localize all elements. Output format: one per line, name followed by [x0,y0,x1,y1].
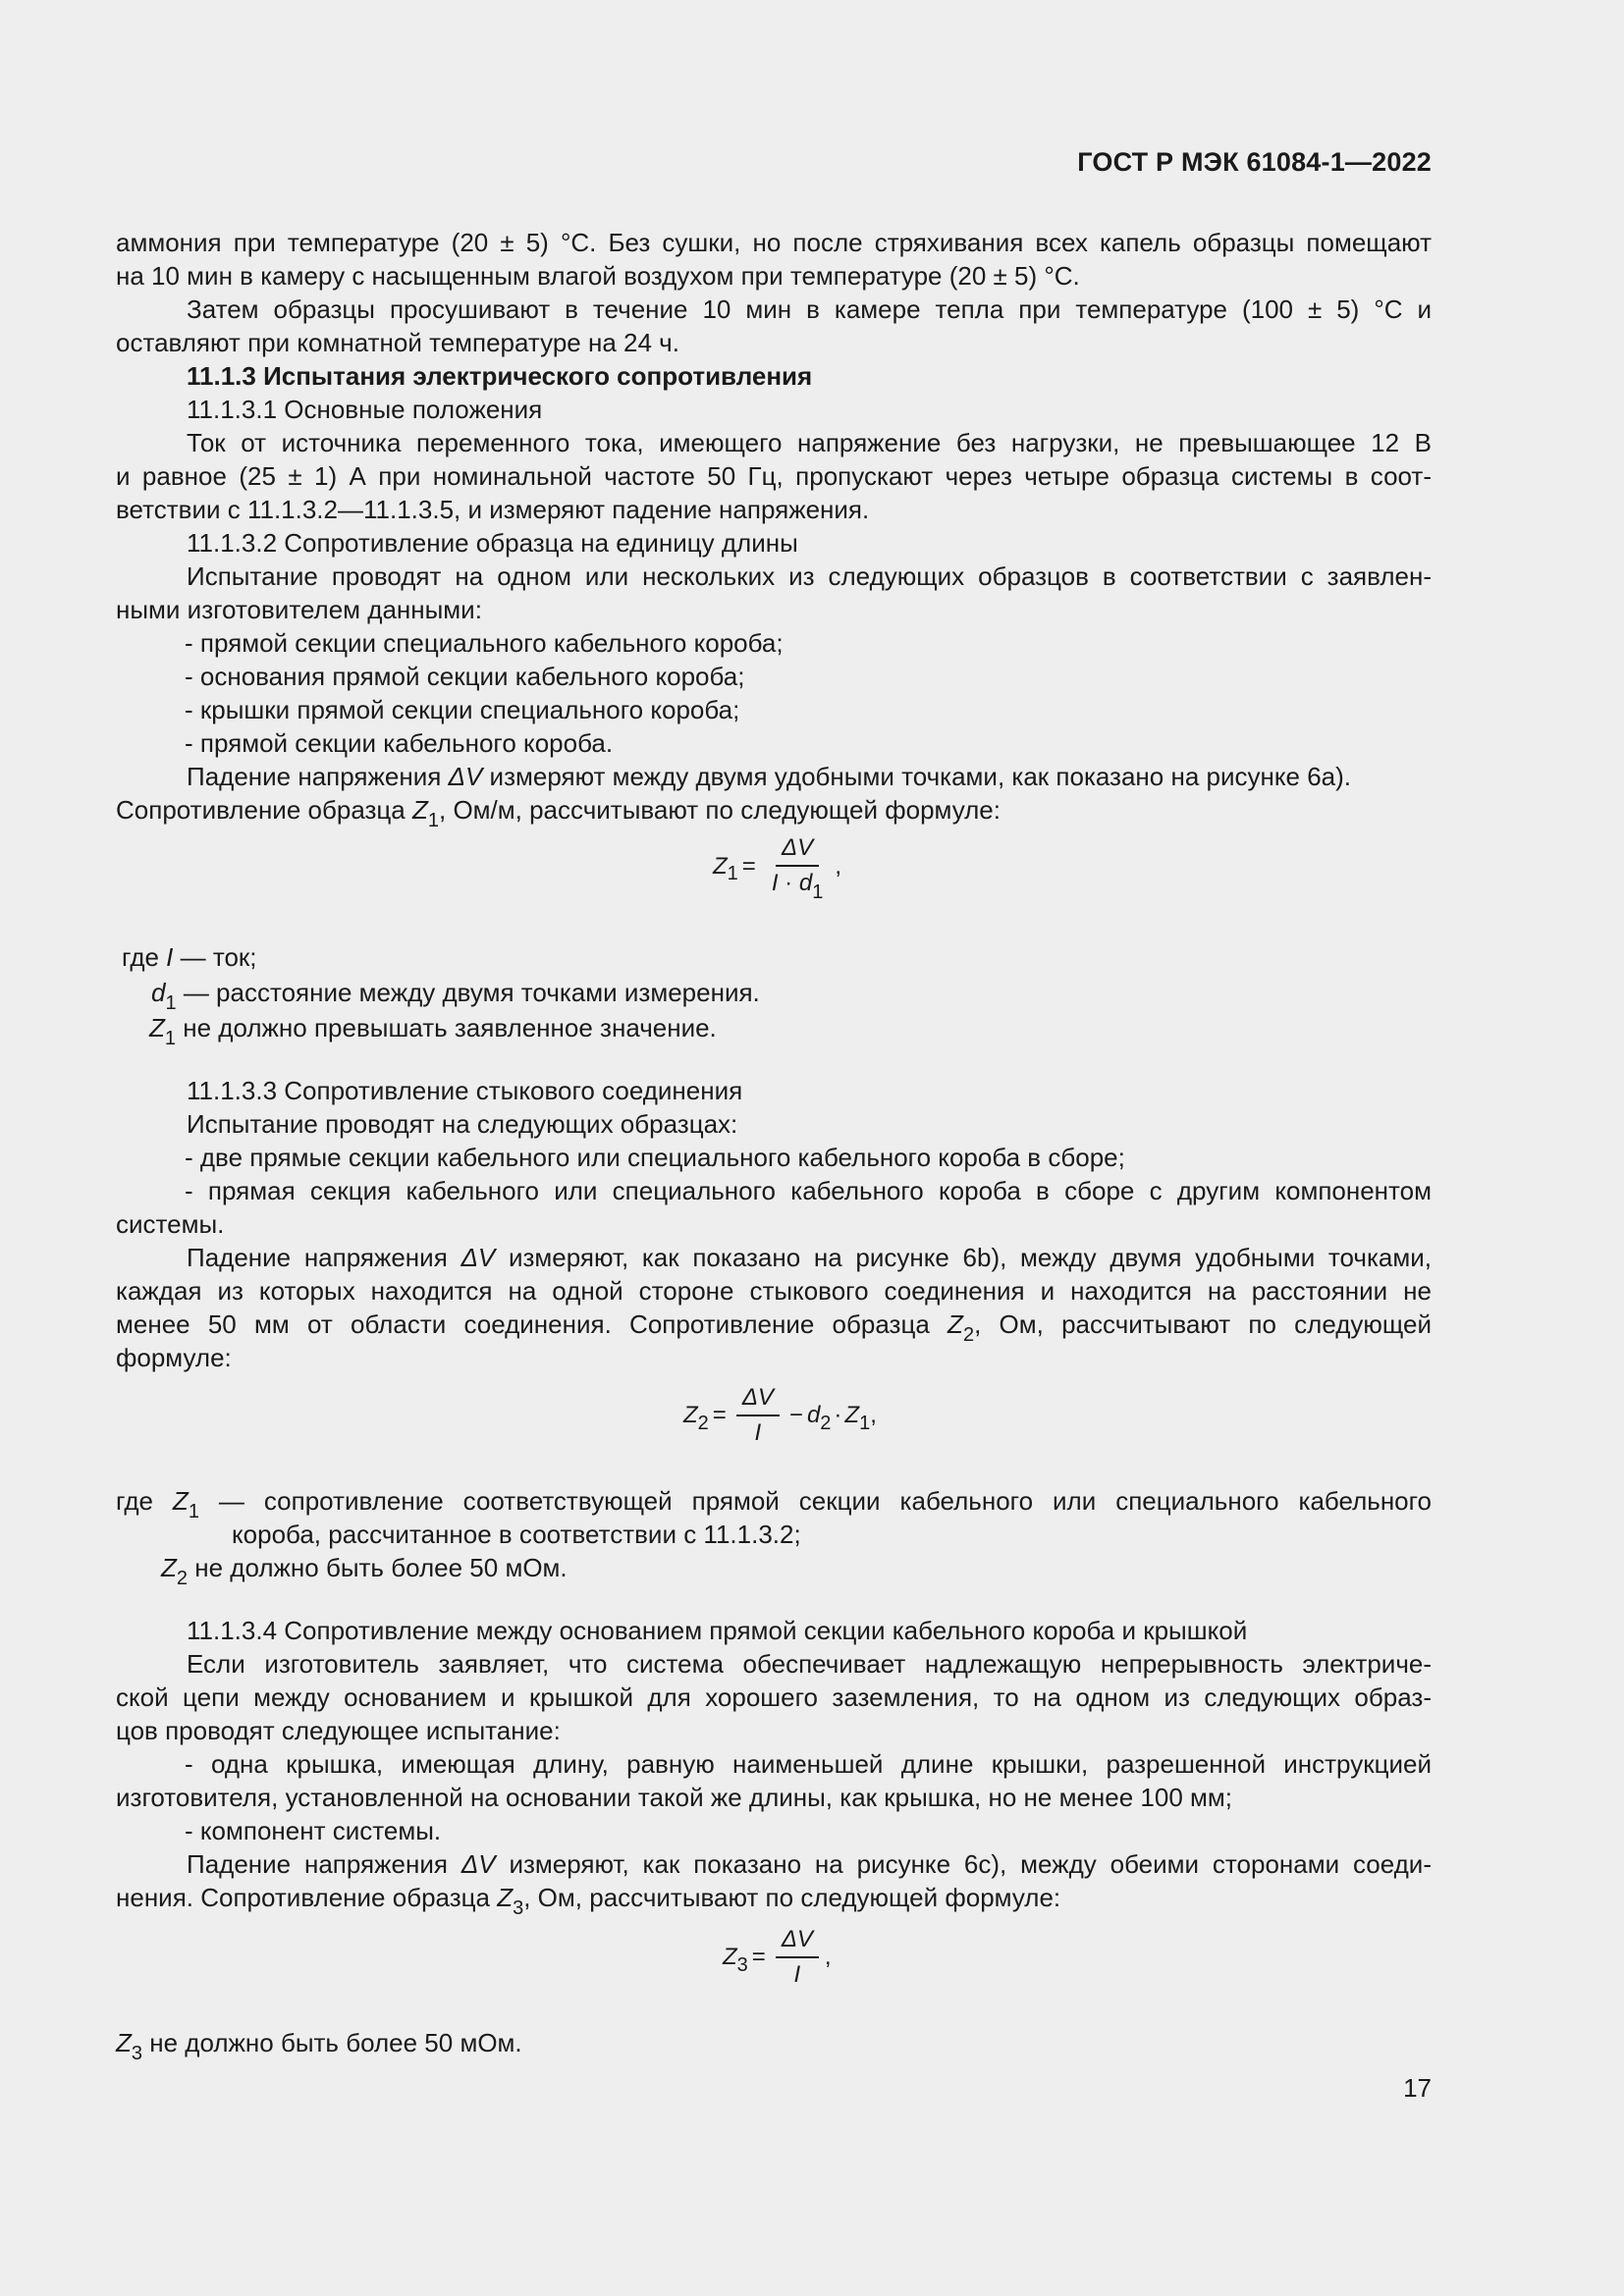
page-number: 17 [1403,2073,1432,2103]
subsection-title: 11.1.3.4 Сопротивление между основанием прямой секции кабельного короба и крышкой [187,1616,1248,1645]
list-item: - основания прямой секции кабельного короба; [185,662,745,691]
subsection-title: 11.1.3.2 Сопротивление образца на единицу длины [187,528,798,558]
paragraph-line: Падение напряжения ΔV измеряют, как показано на рисунке 6с), между обеими сторонами соеди- [187,1849,1432,1879]
paragraph-line: аммония при температуре (20 ± 5) °C. Без сушки, но после стряхивания всех капель образцы помещают [116,228,1432,257]
subsection-title: 11.1.3.3 Сопротивление стыкового соединения [187,1076,743,1105]
list-item: - прямой секции кабельного короба. [185,728,614,758]
paragraph-line: Если изготовитель заявляет, что система обеспечивает надлежащую непрерывность электриче- [187,1649,1432,1679]
formula-z2: Z 2 = $\frac{\Delta V}{I}$ − d 2 · Z 1 , [683,1384,877,1446]
document-page [116,0,1432,2296]
paragraph-line: ской цепи между основанием и крышкой для хорошего заземления, то на одном из следующих образ- [116,1682,1432,1712]
paragraph-line: $d_1$ — расстояние между двумя точками измерения. [151,978,760,1014]
paragraph-line: формуле: [116,1343,232,1372]
paragraph-line: оставляют при комнатной температуре на 24 ч. [116,328,679,357]
paragraph-line: Испытание проводят на одном или нескольких из следующих образцов в соответствии с заявлен- [187,561,1432,591]
paragraph-line: ветствии с 11.1.3.2—11.1.3.5, и измеряют падение напряжения. [116,495,870,524]
paragraph-line: и равное (25 ± 1) А при номинальной частоте 50 Гц, пропускают через четыре образца системы в соот- [116,461,1432,491]
paragraph-line: короба, рассчитанное в соответствии с 11.1.3.2; [232,1520,801,1549]
formula-z1: Z 1 = $\frac{\Delta V}{I \cdot d_1}$ , [713,834,841,903]
list-item: - две прямые секции кабельного или специального кабельного короба в сборе; [185,1143,1125,1172]
paragraph-line: Испытание проводят на следующих образцах: [187,1109,738,1139]
paragraph-line: Сопротивление образца $Z_1$, Ом/м, рассчитывают по следующей формуле: [116,795,1001,831]
paragraph-line: $Z_1$ не должно превышать заявленное значение. [149,1013,717,1049]
list-item: - компонент системы. [185,1816,442,1845]
formula-z3: Z 3 = $\frac{\Delta V}{I}$ , [723,1926,832,1988]
paragraph-line: Затем образцы просушивают в течение 10 мин в камере тепла при температуре (100 ± 5) °C и [187,294,1432,324]
paragraph-line: цов проводят следующее испытание: [116,1716,561,1745]
paragraph-line: где $Z_1$ — сопротивление соответствующей прямой секции кабельного или специального кабельного [116,1486,1433,1522]
paragraph-line: системы. [116,1209,225,1239]
paragraph-line: $Z_3$ не должно быть более 50 мОм. [116,2028,522,2064]
paragraph-line: каждая из которых находится на одной стороне стыкового соединения и находится на расстоянии не [116,1276,1432,1306]
paragraph-line: на 10 мин в камеру с насыщенным влагой воздухом при температуре (20 ± 5) °C. [116,261,1080,291]
section-heading: 11.1.3 Испытания электрического сопротивления [187,361,813,391]
document-code-header: ГОСТ Р МЭК 61084-1—2022 [1077,147,1432,177]
list-item: - прямая секция кабельного или специального кабельного короба в сборе с другим компонентом [185,1176,1432,1205]
subsection-title: 11.1.3.1 Основные положения [187,395,543,424]
list-item: - одна крышка, имеющая длину, равную наименьшей длине крышки, разрешенной инструкцией [185,1749,1432,1779]
paragraph-line: ными изготовителем данными: [116,595,482,624]
paragraph-line: менее 50 мм от области соединения. Сопротивление образца $Z_2$, Ом, рассчитывают по следующей [116,1309,1432,1346]
list-item: - прямой секции специального кабельного короба; [185,628,784,658]
paragraph-line: Падение напряжения ΔV измеряют между двумя удобными точками, как показано на рисунке 6а). [187,762,1352,791]
paragraph-line: $Z_2$ не должно быть более 50 мОм. [161,1553,568,1589]
paragraph-line: нения. Сопротивление образца $Z_3$, Ом, рассчитывают по следующей формуле: [116,1883,1061,1919]
paragraph-line: где I — ток; [122,942,257,972]
list-item: - крышки прямой секции специального короба; [185,695,740,724]
paragraph-line: Падение напряжения ΔV измеряют, как показано на рисунке 6b), между двумя удобными точками, [187,1243,1432,1272]
paragraph-line: Ток от источника переменного тока, имеющего напряжение без нагрузки, не превышающее 12 В [187,428,1432,457]
paragraph-line: изготовителя, установленной на основании такой же длины, как крышка, но не менее 100 мм; [116,1783,1232,1812]
